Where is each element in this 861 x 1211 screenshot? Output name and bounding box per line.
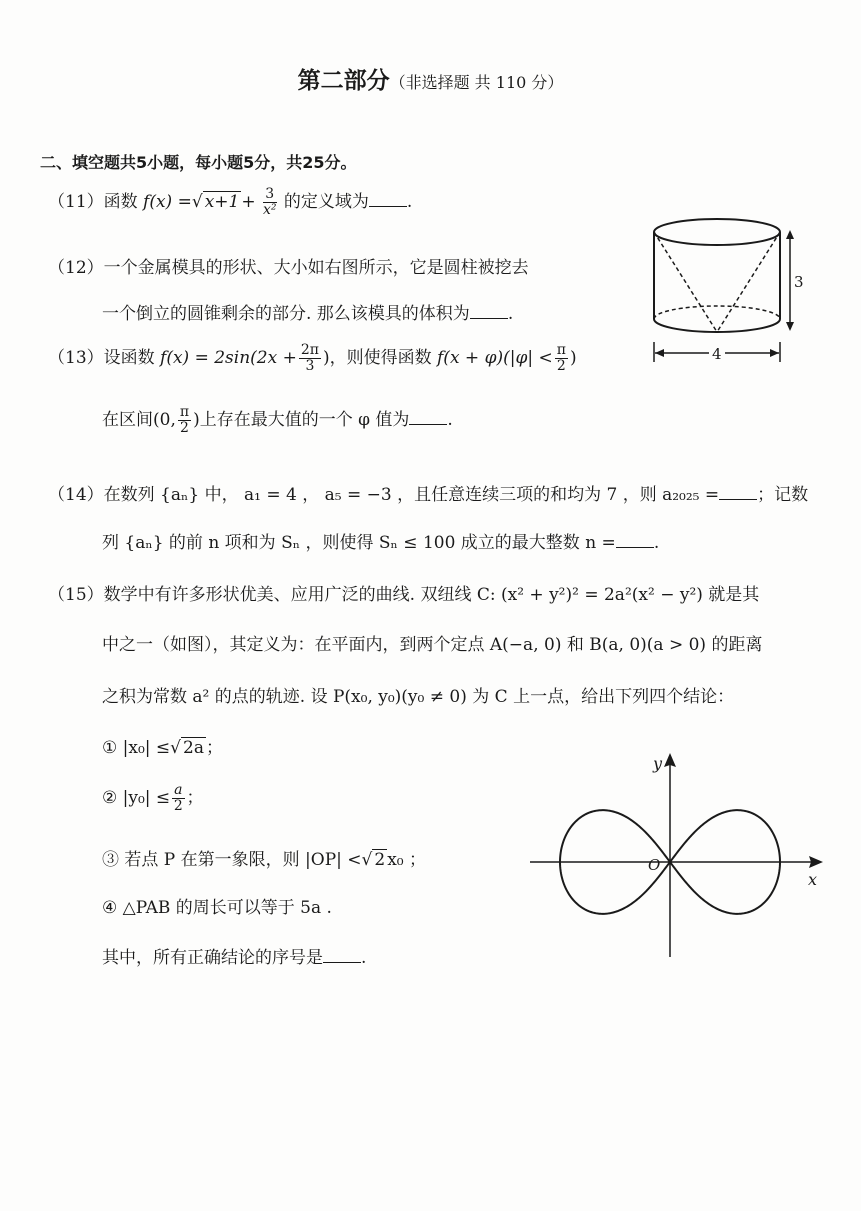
question-14-line1 bbox=[48, 480, 808, 505]
height-arrow-bottom bbox=[786, 322, 794, 331]
conclusion-1: ① |x₀| ≤√ 2a ； bbox=[102, 738, 223, 758]
q13-expr-d: ) bbox=[569, 348, 577, 368]
width-arrow-left bbox=[655, 349, 664, 357]
c1-c: ； bbox=[205, 738, 223, 758]
q13-interval-b: ) bbox=[193, 410, 200, 430]
q14-answer-blank-1 bbox=[719, 499, 757, 500]
q13-frac-num: 2π bbox=[300, 342, 319, 358]
x-axis-label: x bbox=[808, 870, 818, 889]
q11-plus: + bbox=[241, 192, 256, 212]
q11-frac-den: x² bbox=[263, 202, 277, 218]
cylinder-top-ellipse bbox=[654, 219, 780, 245]
lemniscate-figure bbox=[525, 745, 835, 960]
cylinder-figure bbox=[645, 212, 805, 372]
q13-interval-a: (0, bbox=[153, 410, 176, 430]
c1-a: ① |x₀| ≤ bbox=[102, 738, 171, 758]
q13-frac2-num: π bbox=[556, 342, 566, 358]
q11-answer-blank bbox=[369, 206, 407, 207]
c1-sqrt: 2a bbox=[183, 738, 204, 758]
q11-func: f(x) = bbox=[143, 192, 192, 212]
q11-text-b: 的定义域为 bbox=[283, 192, 369, 212]
part-title: 第二部分 bbox=[297, 68, 390, 94]
q14-line2-a: 列 {aₙ} 的前 n 项和为 Sₙ ，则使得 Sₙ ≤ 100 成立的最大整数 n = bbox=[102, 533, 616, 553]
conclusion-2 bbox=[102, 783, 204, 814]
q14-number: （14） bbox=[48, 485, 104, 505]
q11-sqrt-arg: x+1 bbox=[204, 192, 240, 212]
q13-frac2-den: 2 bbox=[556, 358, 566, 374]
q13-end: . bbox=[447, 410, 453, 430]
conclusion-4 bbox=[102, 893, 332, 918]
q13-line2-b: 上存在最大值的一个 φ 值为 bbox=[199, 410, 410, 430]
section-heading: 二、填空题共5小题，每小题5分，共25分。 bbox=[40, 153, 357, 172]
q13-answer-blank bbox=[409, 424, 447, 425]
question-15-line1 bbox=[48, 580, 759, 605]
q15-number: （15） bbox=[48, 585, 104, 605]
c3-sqrt: 2 bbox=[374, 850, 386, 870]
origin-label: O bbox=[648, 856, 661, 874]
height-arrow-top bbox=[786, 230, 794, 239]
cylinder-bottom-back bbox=[654, 306, 780, 319]
q13-number: （13） bbox=[48, 348, 104, 368]
q14-line1-a: 在数列 {aₙ} 中， a₁ = 4 ， a₅ = −3 ，且任意连续三项的和均为 7 ，则 a₂₀₂₅ = bbox=[103, 485, 720, 505]
q11-frac-num: 3 bbox=[263, 187, 277, 203]
width-label: 4 bbox=[712, 345, 722, 363]
page-title bbox=[0, 62, 861, 95]
q15-line3: 之积为常数 a² 的点的轨迹. 设 P(x₀, y₀)(y₀ ≠ 0) 为 C 上一点，给出下列四个结论： bbox=[102, 687, 735, 707]
cone-right-edge bbox=[717, 232, 780, 332]
q12-line1: 一个金属模具的形状、大小如右图所示，它是圆柱被挖去 bbox=[103, 258, 529, 278]
q12-answer-blank bbox=[470, 318, 508, 319]
q13-fraction-1 bbox=[299, 343, 321, 374]
q15-line1: 数学中有许多形状优美、应用广泛的曲线. 双纽线 C: (x² + y²)² = 2a²(x² − y²) 就是其 bbox=[103, 585, 760, 605]
x-axis-arrow bbox=[809, 856, 823, 868]
width-arrow-right bbox=[770, 349, 779, 357]
cylinder-bottom-front bbox=[654, 319, 780, 332]
q12-number: （12） bbox=[48, 258, 104, 278]
c3-a: ③ 若点 P 在第一象限，则 |OP| < bbox=[102, 850, 362, 870]
question-12-line1 bbox=[48, 253, 529, 278]
q11-fraction bbox=[263, 187, 277, 218]
q13-fraction-3 bbox=[178, 405, 191, 436]
q13-text-a: 设函数 bbox=[103, 348, 155, 368]
c2-a: ② |y₀| ≤ bbox=[102, 788, 171, 808]
q13-frac3-num: π bbox=[179, 404, 190, 420]
c2-den: 2 bbox=[173, 798, 183, 814]
q15-ask: 其中，所有正确结论的序号是 bbox=[102, 948, 323, 968]
part-subtitle: （非选择题 共 110 分） bbox=[389, 73, 564, 92]
q15-line2: 中之一（如图），其定义为：在平面内，到两个定点 A(−a, 0) 和 B(a, 0)(a > 0) 的距离 bbox=[102, 635, 763, 655]
conclusion-3: ③ 若点 P 在第一象限，则 |OP| <√ 2 x₀ ； bbox=[102, 850, 427, 870]
question-15-ask bbox=[102, 943, 366, 968]
q12-end: . bbox=[507, 304, 514, 324]
c2-num: a bbox=[174, 782, 183, 798]
q15-answer-blank bbox=[323, 962, 361, 963]
q12-line2: 一个倒立的圆锥剩余的部分. 那么该模具的体积为 bbox=[102, 304, 470, 324]
y-axis-arrow bbox=[664, 753, 676, 767]
q13-expr-a: f(x) = 2sin(2x + bbox=[160, 348, 297, 368]
question-15-line2 bbox=[102, 630, 762, 655]
q14-end: . bbox=[653, 533, 660, 553]
c2-b: ； bbox=[186, 788, 204, 808]
question-14-line2 bbox=[102, 528, 659, 553]
y-axis-label: y bbox=[653, 754, 663, 773]
q13-expr-c: f(x + φ)(|φ| < bbox=[437, 348, 553, 368]
question-13-line1 bbox=[48, 343, 577, 374]
question-15-line3 bbox=[102, 682, 734, 707]
c3-c: x₀ ； bbox=[387, 850, 427, 870]
question-13-line2 bbox=[102, 405, 453, 436]
q14-answer-blank-2 bbox=[616, 547, 654, 548]
q11-text-a: 函数 bbox=[103, 192, 138, 212]
q13-fraction-2 bbox=[555, 343, 568, 374]
q15-end: . bbox=[361, 948, 367, 968]
cone-left-edge bbox=[654, 232, 717, 332]
q13-frac3-den: 2 bbox=[180, 420, 189, 436]
q11-number: （11） bbox=[48, 192, 104, 212]
c2-fraction bbox=[172, 783, 184, 814]
q11-end: . bbox=[406, 192, 413, 212]
q13-expr-b: )，则使得函数 bbox=[322, 348, 432, 368]
height-label: 3 bbox=[794, 273, 804, 291]
q13-frac-den: 3 bbox=[305, 358, 315, 374]
q13-line2-a: 在区间 bbox=[102, 410, 153, 430]
q14-line1-b: ；记数 bbox=[757, 485, 809, 505]
question-12-line2 bbox=[102, 299, 513, 324]
c4: ④ △PAB 的周长可以等于 5a . bbox=[102, 898, 332, 918]
question-11: （11）函数 f(x) =√ x+1 + $\frac{3}{\text{x²}}$ 的定义域为 . bbox=[48, 186, 413, 218]
